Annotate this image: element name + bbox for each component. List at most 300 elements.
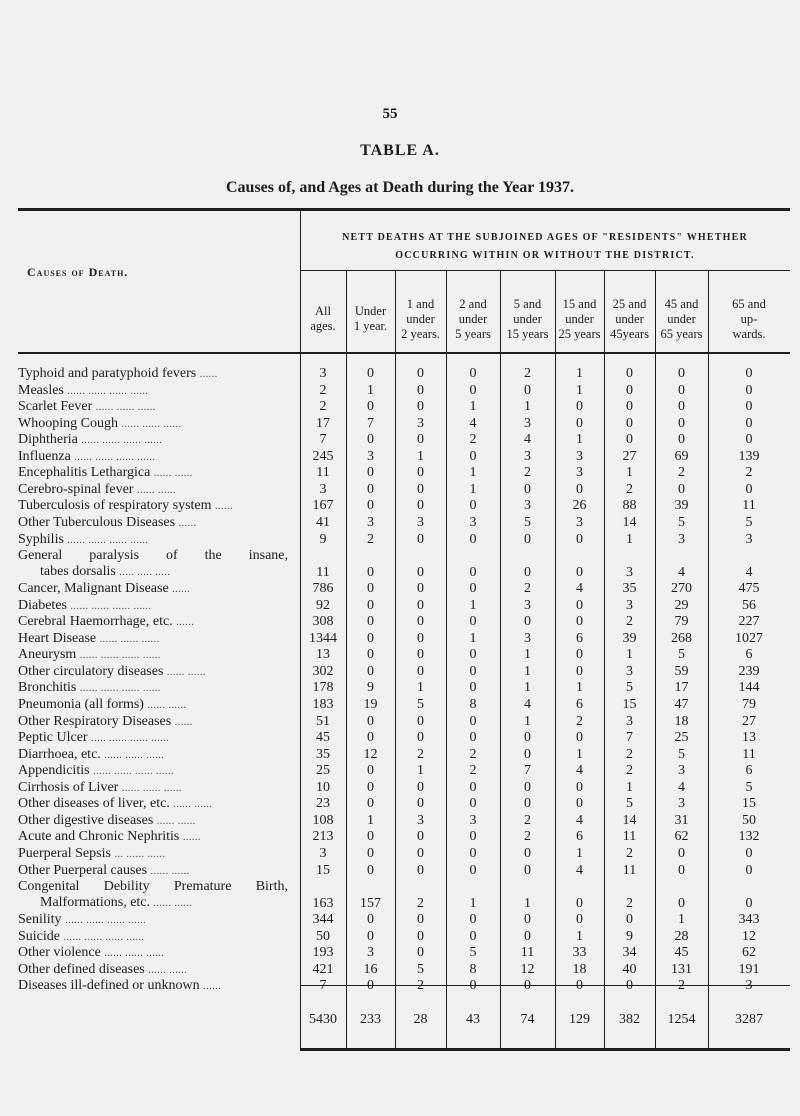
column-header-line: 25 years (558, 326, 601, 341)
table-cell: 3 (626, 564, 633, 580)
leader-dots: ...... ...... ...... (104, 749, 165, 761)
table-cell: 35 (622, 581, 637, 597)
table-cell: 1 (524, 680, 531, 696)
column-header-line: under (667, 311, 696, 326)
table-cell: 4 (576, 581, 583, 597)
table-cell: 0 (417, 862, 424, 878)
table-cell: 7 (367, 415, 374, 431)
table-cell: 2 (367, 531, 374, 547)
table-cell: 26 (572, 498, 587, 514)
table-cell: 7 (319, 978, 327, 994)
table-cell: 2 (417, 895, 424, 911)
table-cell: 0 (367, 465, 374, 481)
table-cell: 3 (367, 448, 374, 464)
table-cell: 0 (626, 415, 633, 431)
cause-label (18, 912, 290, 929)
table-cell: 0 (367, 564, 374, 580)
table-cell: 0 (524, 912, 531, 928)
table-cell: 0 (417, 498, 424, 514)
table-cell: 2 (469, 746, 477, 762)
table-cell: 0 (367, 829, 374, 845)
column-header-line: 2 and (459, 296, 487, 311)
table-cell: 1 (576, 382, 583, 398)
table-cell: 4 (524, 697, 531, 712)
column-header (346, 289, 395, 349)
table-cell: 0 (576, 614, 583, 630)
table-cell: 163 (312, 895, 334, 911)
column-header (708, 289, 790, 349)
table-cell: 0 (678, 382, 685, 398)
table-cell: 0 (469, 448, 477, 464)
table-cell: 3 (319, 366, 327, 381)
table-cell: 0 (367, 862, 374, 878)
table-cell: 0 (367, 366, 374, 381)
leader-dots: ... ...... ...... (114, 848, 166, 860)
table-cell: 11 (520, 945, 535, 961)
cause-label (18, 879, 290, 912)
table-title: TABLE A. (360, 142, 440, 159)
cause-text: Suicide (18, 928, 64, 944)
table-cell: 1 (367, 812, 374, 828)
table-cell: 0 (745, 845, 753, 861)
table-cell: 2 (524, 581, 531, 597)
table-cell: 1 (524, 647, 531, 663)
table-cell: 0 (576, 978, 583, 994)
table-cell: 2 (626, 763, 633, 779)
table-cell: 0 (745, 382, 753, 398)
table-cell: 0 (469, 382, 477, 398)
table-cell: 0 (469, 730, 477, 746)
cause-label (18, 747, 290, 764)
cause-label (18, 515, 290, 532)
table-cell: 9 (367, 680, 374, 696)
table-cell: 31 (674, 812, 689, 828)
table-cell: 0 (417, 779, 424, 795)
table-cell: 0 (576, 531, 583, 547)
table-cell: 0 (417, 481, 424, 497)
leader-dots: ...... ...... (148, 964, 188, 976)
table-cell: 167 (312, 498, 334, 514)
cause-text: Tuberculosis of respiratory system (18, 498, 216, 514)
table-cell: 0 (678, 415, 685, 431)
table-cell: 0 (469, 779, 477, 795)
table-cell: 2 (678, 978, 685, 994)
table-cell: 69 (674, 448, 689, 464)
table-cell: 0 (367, 597, 374, 613)
table-cell: 0 (367, 581, 374, 597)
table-cell: 29 (674, 597, 689, 613)
table-cell: 4 (469, 415, 477, 431)
table-cell: 2 (678, 465, 685, 481)
table-cell: 6 (576, 630, 583, 646)
cause-label (18, 399, 290, 416)
table-cell: 4 (576, 862, 583, 878)
table-cell: 35 (316, 746, 330, 762)
leader-dots: ...... ...... (156, 815, 196, 827)
table-cell: 0 (576, 647, 583, 663)
table-cell: 8 (469, 961, 477, 977)
table-cell: 14 (622, 812, 637, 828)
cause-text: Bronchitis (18, 680, 80, 696)
cause-label (18, 962, 290, 979)
page-number: 55 (382, 106, 398, 122)
leader-dots: ...... ...... ...... ...... (81, 435, 163, 447)
cause-text: Other digestive diseases (18, 812, 157, 828)
table-cell: 0 (469, 912, 477, 928)
column-header-line: 1 year. (353, 319, 388, 333)
table-cell: 0 (367, 481, 374, 497)
table-cell: 0 (678, 862, 685, 878)
table-cell: 0 (417, 564, 424, 580)
table-cell: 0 (469, 680, 477, 696)
cause-label (18, 631, 290, 648)
table-cell: 475 (738, 581, 760, 597)
cause-text: Syphilis (18, 531, 68, 547)
table-cell: 3 (524, 597, 531, 613)
table-cell: 308 (312, 614, 334, 630)
table-cell: 3 (524, 448, 531, 464)
table-cell: 5 (524, 514, 531, 530)
table-cell: 1 (576, 928, 583, 944)
table-cell: 0 (417, 531, 424, 547)
table-cell: 2 (626, 845, 633, 861)
table-cell: 183 (312, 697, 334, 712)
table-cell: 0 (469, 796, 477, 812)
table-cell: 27 (742, 713, 756, 729)
table-cell: 0 (367, 779, 374, 795)
table-cell: 13 (742, 730, 756, 746)
table-cell: 0 (469, 581, 477, 597)
cause-label (18, 829, 290, 846)
leader-dots: ...... ...... ...... (99, 633, 160, 645)
column-header-line: 5 years (455, 326, 491, 341)
table-cell: 0 (524, 845, 531, 861)
column-header-line: under (458, 311, 488, 326)
cause-label (18, 449, 290, 466)
table-cell: 59 (674, 663, 689, 679)
table-cell: 421 (312, 961, 334, 977)
table-cell: 6 (745, 647, 753, 663)
table-cell: 0 (367, 730, 374, 746)
table-cell: 0 (678, 399, 685, 415)
table-cell: 8 (469, 697, 477, 712)
cause-label (18, 383, 290, 400)
table-cell: 18 (572, 961, 587, 977)
cause-text: Diseases ill-defined or unknown (18, 978, 204, 994)
table-cell: 268 (671, 630, 692, 646)
total-cell: 233 (360, 1012, 381, 1027)
table-cell: 3 (745, 978, 753, 994)
table-cell: 9 (319, 531, 327, 547)
cause-label (18, 763, 290, 780)
cause-label (18, 416, 290, 433)
table-cell: 28 (674, 928, 689, 944)
cause-text: Other diseases of liver, etc. (18, 796, 174, 812)
table-cell: 0 (367, 845, 374, 861)
table-cell: 0 (469, 713, 477, 729)
cause-text: Diabetes (18, 597, 71, 613)
column-header-line: 45 and (664, 296, 699, 311)
leader-dots: ...... ...... ...... ...... (93, 766, 175, 778)
column-header (446, 289, 500, 349)
table-cell: 4 (678, 564, 685, 580)
table-cell: 0 (367, 630, 374, 646)
table-cell: 79 (742, 697, 756, 712)
top-rule (18, 208, 790, 211)
table-cell: 0 (626, 382, 633, 398)
table-cell: 0 (524, 779, 531, 795)
table-cell: 5 (745, 514, 753, 530)
cause-text: Encephalitis Lethargica (18, 465, 154, 481)
table-cell: 0 (745, 432, 753, 448)
table-cell: 0 (367, 713, 374, 729)
table-cell: 3 (626, 597, 633, 613)
cause-text: Senility (18, 912, 66, 928)
table-cell: 39 (622, 630, 637, 646)
table-cell: 3 (524, 415, 531, 431)
cause-text: Pneumonia (all forms) (18, 697, 148, 712)
table-cell: 0 (678, 481, 685, 497)
table-cell: 0 (524, 862, 531, 878)
table-cell: 1 (626, 531, 633, 547)
leader-dots: ...... ...... ...... ...... (65, 915, 147, 927)
table-cell: 3 (678, 531, 685, 547)
table-cell: 3 (319, 481, 327, 497)
table-cell: 0 (524, 796, 531, 812)
cause-label (18, 780, 290, 797)
table-cell: 0 (417, 796, 424, 812)
causes-of-death-heading: Causes of Death. (27, 265, 129, 279)
table-cell: 0 (745, 366, 753, 381)
cause-text: Other circulatory diseases (18, 663, 167, 679)
table-cell: 0 (417, 614, 424, 630)
table-subtitle: Causes of, and Ages at Death during the Year 1937. (225, 179, 574, 196)
table-cell: 178 (312, 680, 334, 696)
column-header-line: under (406, 311, 435, 326)
cause-label (18, 929, 290, 946)
table-cell: 5 (678, 647, 685, 663)
table-cell: 1 (417, 448, 424, 464)
table-cell: 3 (524, 630, 531, 646)
leader-dots: ...... ...... (147, 700, 187, 711)
leader-dots: ...... ...... ...... ...... (63, 931, 145, 943)
cause-text: Other defined diseases (18, 961, 149, 977)
table-cell: 11 (622, 829, 637, 845)
column-header-line: All (315, 304, 331, 318)
cause-text: Other Respiratory Diseases (18, 713, 175, 729)
table-cell: 0 (417, 663, 424, 679)
table-cell: 6 (576, 697, 583, 712)
column-header-line: Under (354, 304, 387, 318)
table-cell: 5 (626, 796, 633, 812)
cause-text: Acute and Chronic Nephritis (18, 829, 183, 845)
total-cell: 28 (413, 1012, 428, 1027)
leader-dots: ...... (176, 617, 195, 629)
table-cell: 12 (363, 746, 378, 762)
column-header-line: 1 and (406, 296, 435, 311)
cause-label (18, 465, 290, 482)
cause-label (18, 697, 290, 714)
table-cell: 2 (626, 481, 633, 497)
table-cell: 7 (319, 432, 327, 448)
table-cell: 1 (469, 399, 477, 415)
header-banner-line1: NETT DEATHS AT THE SUBJOINED AGES OF "RESIDENTS" WHETHER (342, 232, 748, 243)
table-cell: 0 (417, 713, 424, 729)
table-cell: 3 (367, 945, 374, 961)
column-header-line: under (565, 311, 594, 326)
table-cell: 270 (671, 581, 692, 597)
cause-label (18, 581, 290, 598)
table-cell: 0 (417, 730, 424, 746)
table-cell: 0 (576, 399, 583, 415)
table-cell: 3 (576, 514, 583, 530)
table-cell: 0 (367, 796, 374, 812)
table-cell: 5 (678, 746, 685, 762)
total-cell: 129 (569, 1012, 590, 1027)
leader-dots: ...... ...... ...... (95, 402, 156, 414)
cause-text: Measles (18, 382, 68, 398)
table-cell: 15 (742, 796, 756, 812)
table-cell: 23 (316, 796, 330, 812)
table-cell: 191 (738, 961, 760, 977)
leader-dots: ...... ...... ...... (121, 418, 182, 430)
table-cell: 2 (319, 382, 327, 398)
leader-dots: ...... (174, 716, 193, 728)
table-cell: 1 (626, 465, 633, 481)
leader-dots: ...... ...... (153, 468, 193, 480)
table-cell: 0 (576, 730, 583, 746)
total-cell: 74 (520, 1012, 535, 1027)
cause-label-line: Congenital Debility Premature Birth, (18, 879, 288, 895)
bottom-rule (300, 1048, 790, 1051)
table-cell: 0 (469, 978, 477, 994)
table-cell: 0 (417, 845, 424, 861)
table-cell: 344 (312, 912, 334, 928)
table-cell: 2 (469, 763, 477, 779)
table-cell: 1 (576, 366, 583, 381)
leader-dots: ...... (203, 981, 222, 993)
table-cell: 2 (626, 614, 633, 630)
table-cell: 0 (367, 432, 374, 448)
table-cell: 0 (524, 978, 531, 994)
table-cell: 1 (576, 680, 583, 696)
table-cell: 15 (316, 862, 330, 878)
table-cell: 9 (626, 928, 633, 944)
table-cell: 0 (524, 614, 531, 630)
cause-label-line (18, 895, 290, 912)
table-cell: 0 (367, 399, 374, 415)
banner-rule (300, 270, 790, 271)
table-cell: 131 (671, 961, 692, 977)
table-cell: 0 (469, 366, 477, 381)
cause-text: tabes dorsalis (40, 564, 120, 580)
table-cell: 5 (469, 945, 477, 961)
column-header-line: up- (740, 311, 758, 326)
table-cell: 4 (745, 564, 753, 580)
table-cell: 56 (742, 597, 756, 613)
table-cell: 0 (469, 829, 477, 845)
table-cell: 0 (417, 597, 424, 613)
table-cell: 47 (674, 697, 689, 712)
table-cell: 0 (745, 399, 753, 415)
table-cell: 4 (576, 812, 583, 828)
table-cell: 1 (417, 763, 424, 779)
table-cell: 50 (316, 928, 330, 944)
table-cell: 1 (524, 713, 531, 729)
table-cell: 3 (524, 498, 531, 514)
header-bottom-rule (18, 352, 790, 354)
table-cell: 144 (738, 680, 760, 696)
cause-label (18, 647, 290, 664)
cause-text: Cancer, Malignant Disease (18, 581, 173, 597)
table-cell: 5 (417, 961, 424, 977)
cause-text: Heart Disease (18, 630, 100, 646)
cause-label (18, 846, 290, 863)
leader-dots: ...... ...... (153, 898, 193, 910)
column-header (300, 289, 346, 349)
cause-label (18, 730, 290, 747)
table-cell: 0 (745, 862, 753, 878)
column-header-line: 45years (610, 326, 649, 341)
table-cell: 0 (469, 845, 477, 861)
table-cell: 3 (745, 531, 753, 547)
table-cell: 15 (622, 697, 637, 712)
table-cell: 0 (367, 912, 374, 928)
cause-label (18, 978, 290, 995)
table-cell: 0 (367, 928, 374, 944)
leader-dots: ...... ...... ...... ...... (79, 650, 161, 662)
table-cell: 5 (678, 514, 685, 530)
table-cell: 4 (576, 763, 583, 779)
leader-dots: ...... ...... ...... ...... (67, 534, 149, 546)
column-header-line: 5 and (513, 296, 542, 311)
column-header-line: 65 and (732, 296, 766, 311)
table-cell: 6 (745, 763, 753, 779)
column-header-line: under (513, 311, 542, 326)
cause-text: Other Tuberculous Diseases (18, 514, 179, 530)
table-cell: 2 (524, 465, 531, 481)
table-cell: 1 (469, 481, 477, 497)
table-cell: 3 (626, 663, 633, 679)
table-cell: 3 (319, 845, 327, 861)
table-cell: 41 (316, 514, 330, 530)
table-cell: 3 (576, 465, 583, 481)
table-cell: 1 (469, 597, 477, 613)
cause-text: Peptic Ulcer (18, 730, 92, 746)
table-cell: 0 (524, 928, 531, 944)
table-cell: 0 (524, 531, 531, 547)
table-cell: 3 (469, 514, 477, 530)
cause-text: Diphtheria (18, 432, 82, 448)
cause-label (18, 813, 290, 830)
table-cell: 1 (626, 779, 633, 795)
leader-dots: ...... ...... (166, 666, 206, 678)
table-cell: 5 (626, 680, 633, 696)
table-cell: 1027 (735, 630, 763, 646)
table-cell: 51 (316, 713, 330, 729)
table-cell: 3 (417, 415, 424, 431)
table-cell: 0 (576, 663, 583, 679)
cause-text: Cerebro-spinal fever (18, 481, 137, 497)
table-cell: 2 (626, 895, 633, 911)
table-cell: 0 (469, 862, 477, 878)
table-cell: 132 (738, 829, 760, 845)
table-cell: 12 (742, 928, 756, 944)
column-header-line: ages. (310, 319, 336, 333)
cause-label-line: General paralysis of the insane, (18, 548, 288, 564)
cause-label (18, 532, 290, 549)
table-cell: 302 (312, 663, 334, 679)
